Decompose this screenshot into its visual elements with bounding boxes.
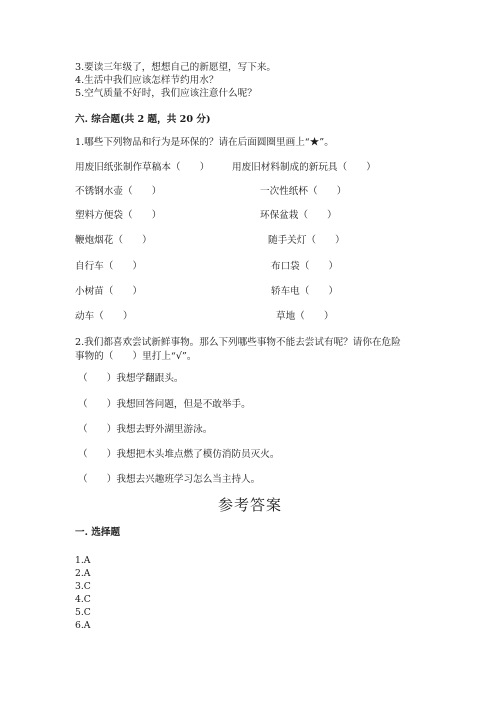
question-6-2-line1: 2.我们都喜欢尝试新鲜事物。那么下列哪些事物不能去尝试有呢？请你在危险 (75, 337, 401, 348)
choice-item: （ ）我想去兴趣班学习怎么当主持人。 (78, 474, 261, 485)
item-right: 一次性纸杯（ ） (260, 186, 347, 197)
question-5: 5.空气质量不好时，我们应该注意什么呢？ (75, 88, 257, 99)
choice-item: （ ）我想去野外湖里游泳。 (78, 424, 213, 435)
item-left: 自行车（ ） (75, 261, 143, 272)
choice-item: （ ）我想把木头堆点燃了模仿消防员灭火。 (78, 449, 280, 460)
question-4: 4.生活中我们应该怎样节约用水？ (75, 75, 219, 86)
answers-section: 一. 选择题 (75, 527, 121, 538)
item-left: 用废旧纸张制作草稿本（ ） (75, 162, 210, 173)
choice-item: （ ）我想学翻跟头。 (78, 373, 184, 384)
item-right: 布口袋（ ） (271, 261, 339, 272)
answer-item: 6.A (75, 620, 91, 631)
question-3: 3.要读三年级了，想想自己的新愿望，写下来。 (75, 62, 277, 73)
answer-item: 1.A (75, 555, 91, 566)
item-right: 用废旧材料制成的新玩具（ ） (232, 162, 376, 173)
item-left: 鞭炮烟花（ ） (75, 235, 152, 246)
answer-item: 4.C (75, 594, 91, 605)
item-left: 不锈钢水壶（ ） (75, 186, 162, 197)
item-right: 环保盆栽（ ） (260, 210, 337, 221)
choice-item: （ ）我想回答问题，但是不敢举手。 (78, 399, 251, 410)
item-left: 塑料方便袋（ ） (75, 210, 162, 221)
answers-heading: 参考答案 (217, 496, 282, 514)
answer-item: 2.A (75, 568, 91, 579)
item-right: 草地（ ） (276, 311, 334, 322)
section-title: 六. 综合题(共 2 题，共 20 分) (75, 114, 211, 125)
item-right: 轿车电（ ） (271, 286, 339, 297)
item-right: 随手关灯（ ） (268, 235, 345, 246)
answer-item: 5.C (75, 607, 91, 618)
answer-item: 3.C (75, 581, 91, 592)
item-left: 小树苗（ ） (75, 286, 143, 297)
question-6-1: 1.哪些下列物品和行为是环保的？请在后面圆圈里画上“★”。 (75, 137, 334, 148)
question-6-2-line2: 事物的（ ）里打上“√”。 (75, 351, 197, 362)
item-left: 动车（ ） (75, 311, 133, 322)
